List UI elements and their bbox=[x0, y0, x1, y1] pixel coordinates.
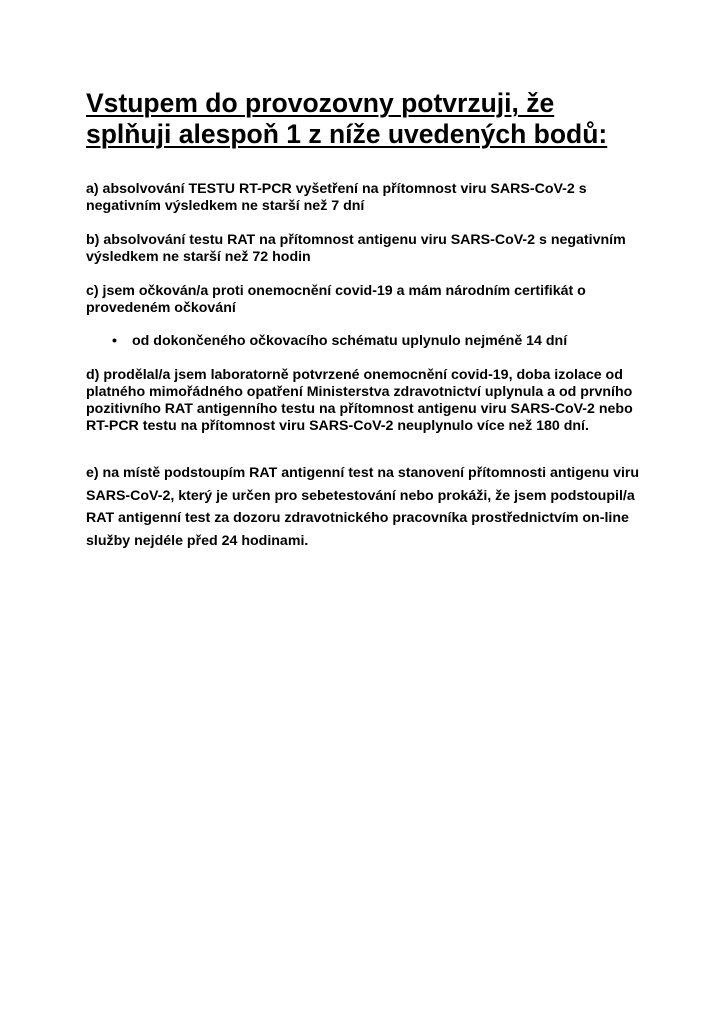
condition-c-bullet-item bbox=[112, 333, 632, 350]
condition-c: c) jsem očkován/a proti onemocnění covid-19 a mám národním certifikát o provedeném očkování bbox=[86, 283, 586, 316]
bullet-icon: • bbox=[112, 333, 117, 349]
condition-e: e) na místě podstoupím RAT antigenní test na stanovení přítomnosti antigenu viru SARS-CoV-2, který je určen pro sebetestování nebo prokáži, že jsem podstoupil/a RAT antigenní test za dozoru zdravotnického pracovníka prostřednictvím on-line služby nejdéle před 24 hodinami. bbox=[86, 465, 640, 549]
document-title: Vstupem do provozovny potvrzuji, že splňuji alespoň 1 z níže uvedených bodů: bbox=[86, 88, 608, 149]
condition-c-bullet-text: od dokončeného očkovacího schématu uplynulo nejméně 14 dní bbox=[132, 333, 568, 349]
condition-a: a) absolvování TESTU RT-PCR vyšetření na přítomnost viru SARS-CoV-2 s negativním výsledkem ne starší než 7 dní bbox=[86, 181, 587, 214]
condition-d: d) prodělal/a jsem laboratorně potvrzené onemocnění covid-19, doba izolace od platného mimořádného opatření Ministerstva zdravotnictví uplynula a od prvního pozitivního RAT antigenního testu na přítomnost antigenu viru SARS-CoV-2 nebo RT-PCR testu na přítomnost viru SARS-CoV-2 neuplynulo více než 180 dní. bbox=[86, 367, 633, 434]
condition-b: b) absolvování testu RAT na přítomnost antigenu viru SARS-CoV-2 s negativním výsledkem ne starší než 72 hodin bbox=[86, 232, 626, 265]
